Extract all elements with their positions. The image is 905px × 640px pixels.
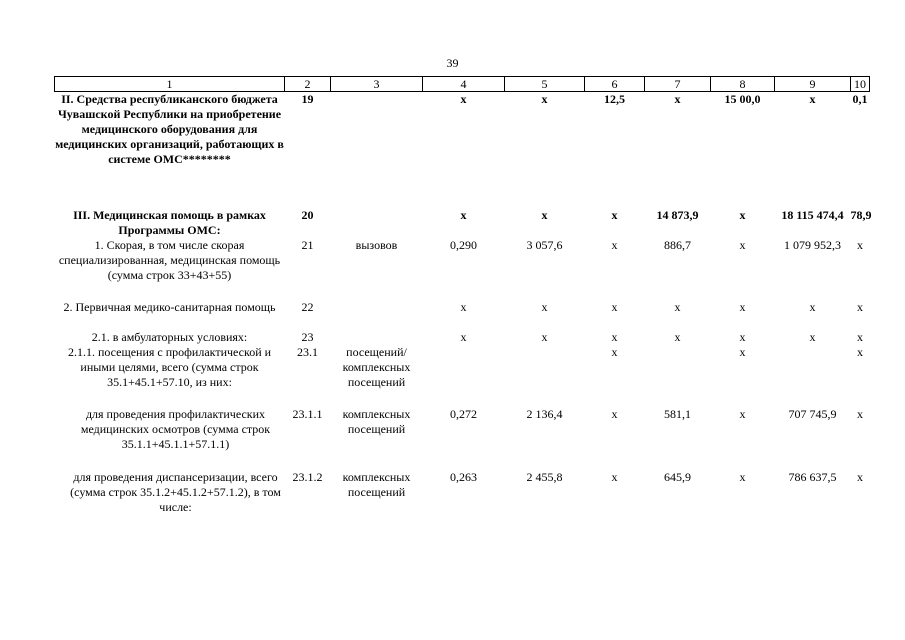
cell-c7: х: [674, 92, 681, 106]
cell-c8: 15 00,0: [724, 92, 761, 106]
cell-c7: 14 873,9: [656, 208, 699, 222]
cell-c8: х: [739, 238, 746, 252]
cell-c4: [423, 345, 505, 407]
cell-c5: 2 455,8: [526, 470, 563, 484]
cell-unit: комплексных посещений: [342, 470, 411, 499]
cell-code: 21: [301, 238, 314, 252]
row-name: 1. Скорая, в том числе скорая специализированная, медицинская помощь (сумма строк 33+43+55): [58, 238, 281, 282]
cell-c10: х: [857, 238, 863, 252]
row-name: III. Медицинская помощь в рамках Программы ОМС:: [73, 208, 266, 237]
cell-code: 23.1: [297, 345, 318, 359]
cell-c4: х: [460, 330, 467, 344]
cell-unit: [331, 208, 423, 238]
cell-c9: х: [809, 300, 816, 314]
cell-c5: 3 057,6: [526, 238, 563, 252]
cell-c7: х: [674, 300, 681, 314]
cell-c10: х: [857, 407, 863, 421]
row-name: для проведения профилактических медицинских осмотров (сумма строк 35.1.1+45.1.1+57.1.1): [80, 407, 271, 451]
cell-c4: х: [460, 208, 467, 222]
page-number: 39: [446, 56, 459, 70]
cell-c9: 18 115 474,4: [781, 208, 844, 222]
cell-c7: 581,1: [664, 407, 691, 421]
cell-c10: х: [857, 330, 863, 344]
column-header: 4: [423, 77, 505, 92]
financing-table: [54, 76, 870, 532]
column-header: 10: [851, 77, 870, 92]
cell-c8: х: [739, 300, 746, 314]
row-name: 2.1.1. посещения с профилактической и иными целями, всего (сумма строк 35.1+45.1+57.10, из них:: [67, 345, 272, 389]
table-row: [55, 407, 870, 470]
cell-code: 19: [301, 92, 314, 106]
table-row: [55, 238, 870, 300]
column-header: 5: [505, 77, 585, 92]
cell-c8: х: [739, 470, 746, 484]
cell-c10: 0,1: [852, 92, 868, 106]
column-header: 2: [285, 77, 331, 92]
cell-c10: х: [857, 470, 863, 484]
table-row: [55, 208, 870, 238]
cell-c8: х: [739, 208, 746, 222]
cell-unit: [331, 330, 423, 345]
table-row: [55, 330, 870, 345]
cell-c9: 786 637,5: [788, 470, 837, 484]
cell-code: 20: [301, 208, 314, 222]
cell-c9: х: [809, 92, 816, 106]
cell-c8: х: [739, 407, 746, 421]
cell-c10: 78,9: [850, 208, 872, 222]
cell-unit: посещений/ комплексных посещений: [342, 345, 411, 389]
cell-c5: х: [541, 92, 548, 106]
cell-c6: 12,5: [604, 92, 625, 106]
cell-unit: комплексных посещений: [342, 407, 411, 436]
cell-c6: х: [611, 238, 618, 252]
cell-code: 22: [301, 300, 314, 314]
cell-c6: х: [611, 407, 618, 421]
cell-c4: 0,290: [450, 238, 477, 252]
row-name: для проведения диспансеризации, всего (сумма строк 35.1.2+45.1.2+57.1.2), в том числе:: [70, 470, 281, 514]
column-header: 1: [55, 77, 285, 92]
table-row: [55, 92, 870, 209]
cell-c6: х: [611, 300, 618, 314]
cell-c5: х: [541, 208, 548, 222]
cell-unit: [331, 92, 423, 209]
cell-c7: 886,7: [664, 238, 691, 252]
cell-c6: х: [611, 345, 618, 359]
cell-unit: вызовов: [355, 238, 398, 252]
column-header: 9: [775, 77, 851, 92]
cell-c4: х: [460, 92, 467, 106]
cell-c7: [645, 345, 711, 407]
table-row: [55, 345, 870, 407]
cell-c8: х: [739, 330, 746, 344]
cell-c7: 645,9: [664, 470, 691, 484]
cell-c10: х: [857, 345, 863, 359]
column-header: 6: [585, 77, 645, 92]
cell-c10: х: [857, 300, 863, 314]
cell-c5: х: [541, 300, 548, 314]
cell-c9: х: [809, 330, 816, 344]
column-header: 8: [711, 77, 775, 92]
row-name: 2. Первичная медико-санитарная помощь: [63, 300, 276, 314]
cell-c6: х: [611, 208, 618, 222]
cell-c7: х: [674, 330, 681, 344]
cell-c9: [775, 345, 851, 407]
cell-code: 23: [301, 330, 314, 344]
cell-c6: х: [611, 470, 618, 484]
header-row: [55, 77, 870, 92]
table-row: [55, 300, 870, 330]
cell-c5: 2 136,4: [526, 407, 563, 421]
cell-c4: х: [460, 300, 467, 314]
column-header: 3: [331, 77, 423, 92]
cell-code: 23.1.2: [292, 470, 323, 484]
column-header: 7: [645, 77, 711, 92]
cell-unit: [331, 300, 423, 330]
cell-c9: 707 745,9: [788, 407, 837, 421]
row-name: II. Средства республиканского бюджета Чувашской Республики на приобретение медицинского оборудования для медицинских организаций, работающих в системе ОМС********: [55, 92, 284, 166]
cell-code: 23.1.1: [292, 407, 323, 421]
cell-c5: х: [541, 330, 548, 344]
table-row: [55, 470, 870, 532]
cell-c4: 0,272: [450, 407, 477, 421]
row-name: 2.1. в амбулаторных условиях:: [91, 330, 248, 344]
cell-c4: 0,263: [450, 470, 477, 484]
cell-c6: х: [611, 330, 618, 344]
cell-c9: 1 079 952,3: [784, 238, 841, 252]
cell-c5: [505, 345, 585, 407]
cell-c8: х: [739, 345, 746, 359]
